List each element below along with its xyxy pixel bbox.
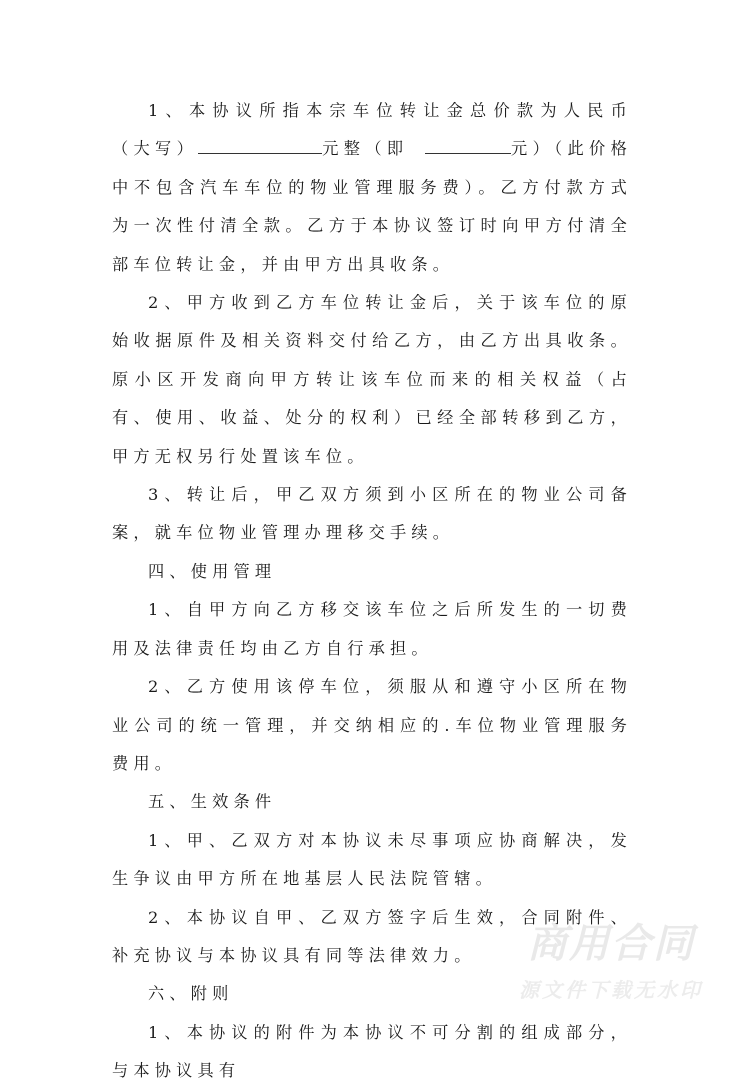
section-heading-usage: 四、使用管理 [148,561,277,581]
paragraph-receipt-clause: 2、甲方收到乙方车位转让金后，关于该车位的原始收据原件及相关资料交付给乙方，由乙方出具收条。原小区开发商向甲方转让该车位而来的相关权益（占有、使用、收益、处分的权利）已经全部转移到乙方，甲方无权另行处置该车位。 [112,293,632,466]
paragraph-management-clause: 2、乙方使用该停车位，须服从和遵守小区所在物业公司的统一管理，并交纳相应的.车位物业管理服务费用。 [112,677,632,773]
amount-uppercase-blank [198,135,322,154]
paragraph-liability-clause: 1、自甲方向乙方移交该车位之后所发生的一切费用及法律责任均由乙方自行承担。 [112,600,632,658]
watermark-title: 商用合同 [527,921,695,967]
price-clause-mid: 元整（即 [322,139,419,159]
paragraph-price-clause [112,92,632,284]
price-clause-intro: 1、本协议所指本宗车位转让金总价款为人民币（大写） [112,101,632,159]
watermark [506,922,716,1003]
paragraph-effect-clause: 2、本协议自甲、乙双方签字后生效，合同附件、补充协议与本协议具有同等法律效力。 [112,907,632,965]
price-clause-rest: 元）（此价格中不包含汽车车位的物业管理服务费）。乙方付款方式为一次性付清全款。乙方于本协议签订时向甲方付清全部车位转让金，并由甲方出具收条。 [112,139,632,274]
paragraph-filing-clause: 3、转让后，甲乙双方须到小区所在的物业公司备案，就车位物业管理办理移交手续。 [112,485,632,543]
section-heading-supplementary: 六、附则 [148,984,234,1004]
watermark-subtitle: 源文件下载无水印 [519,978,703,1002]
paragraph-annex-clause: 1、本协议的附件为本协议不可分割的组成部分，与本协议具有 [112,1022,632,1081]
section-heading-effective: 五、生效条件 [148,792,277,812]
amount-numeric-blank [425,135,511,154]
paragraph-dispute-clause: 1、甲、乙双方对本协议未尽事项应协商解决，发生争议由甲方所在地基层人民法院管辖。 [112,830,632,889]
